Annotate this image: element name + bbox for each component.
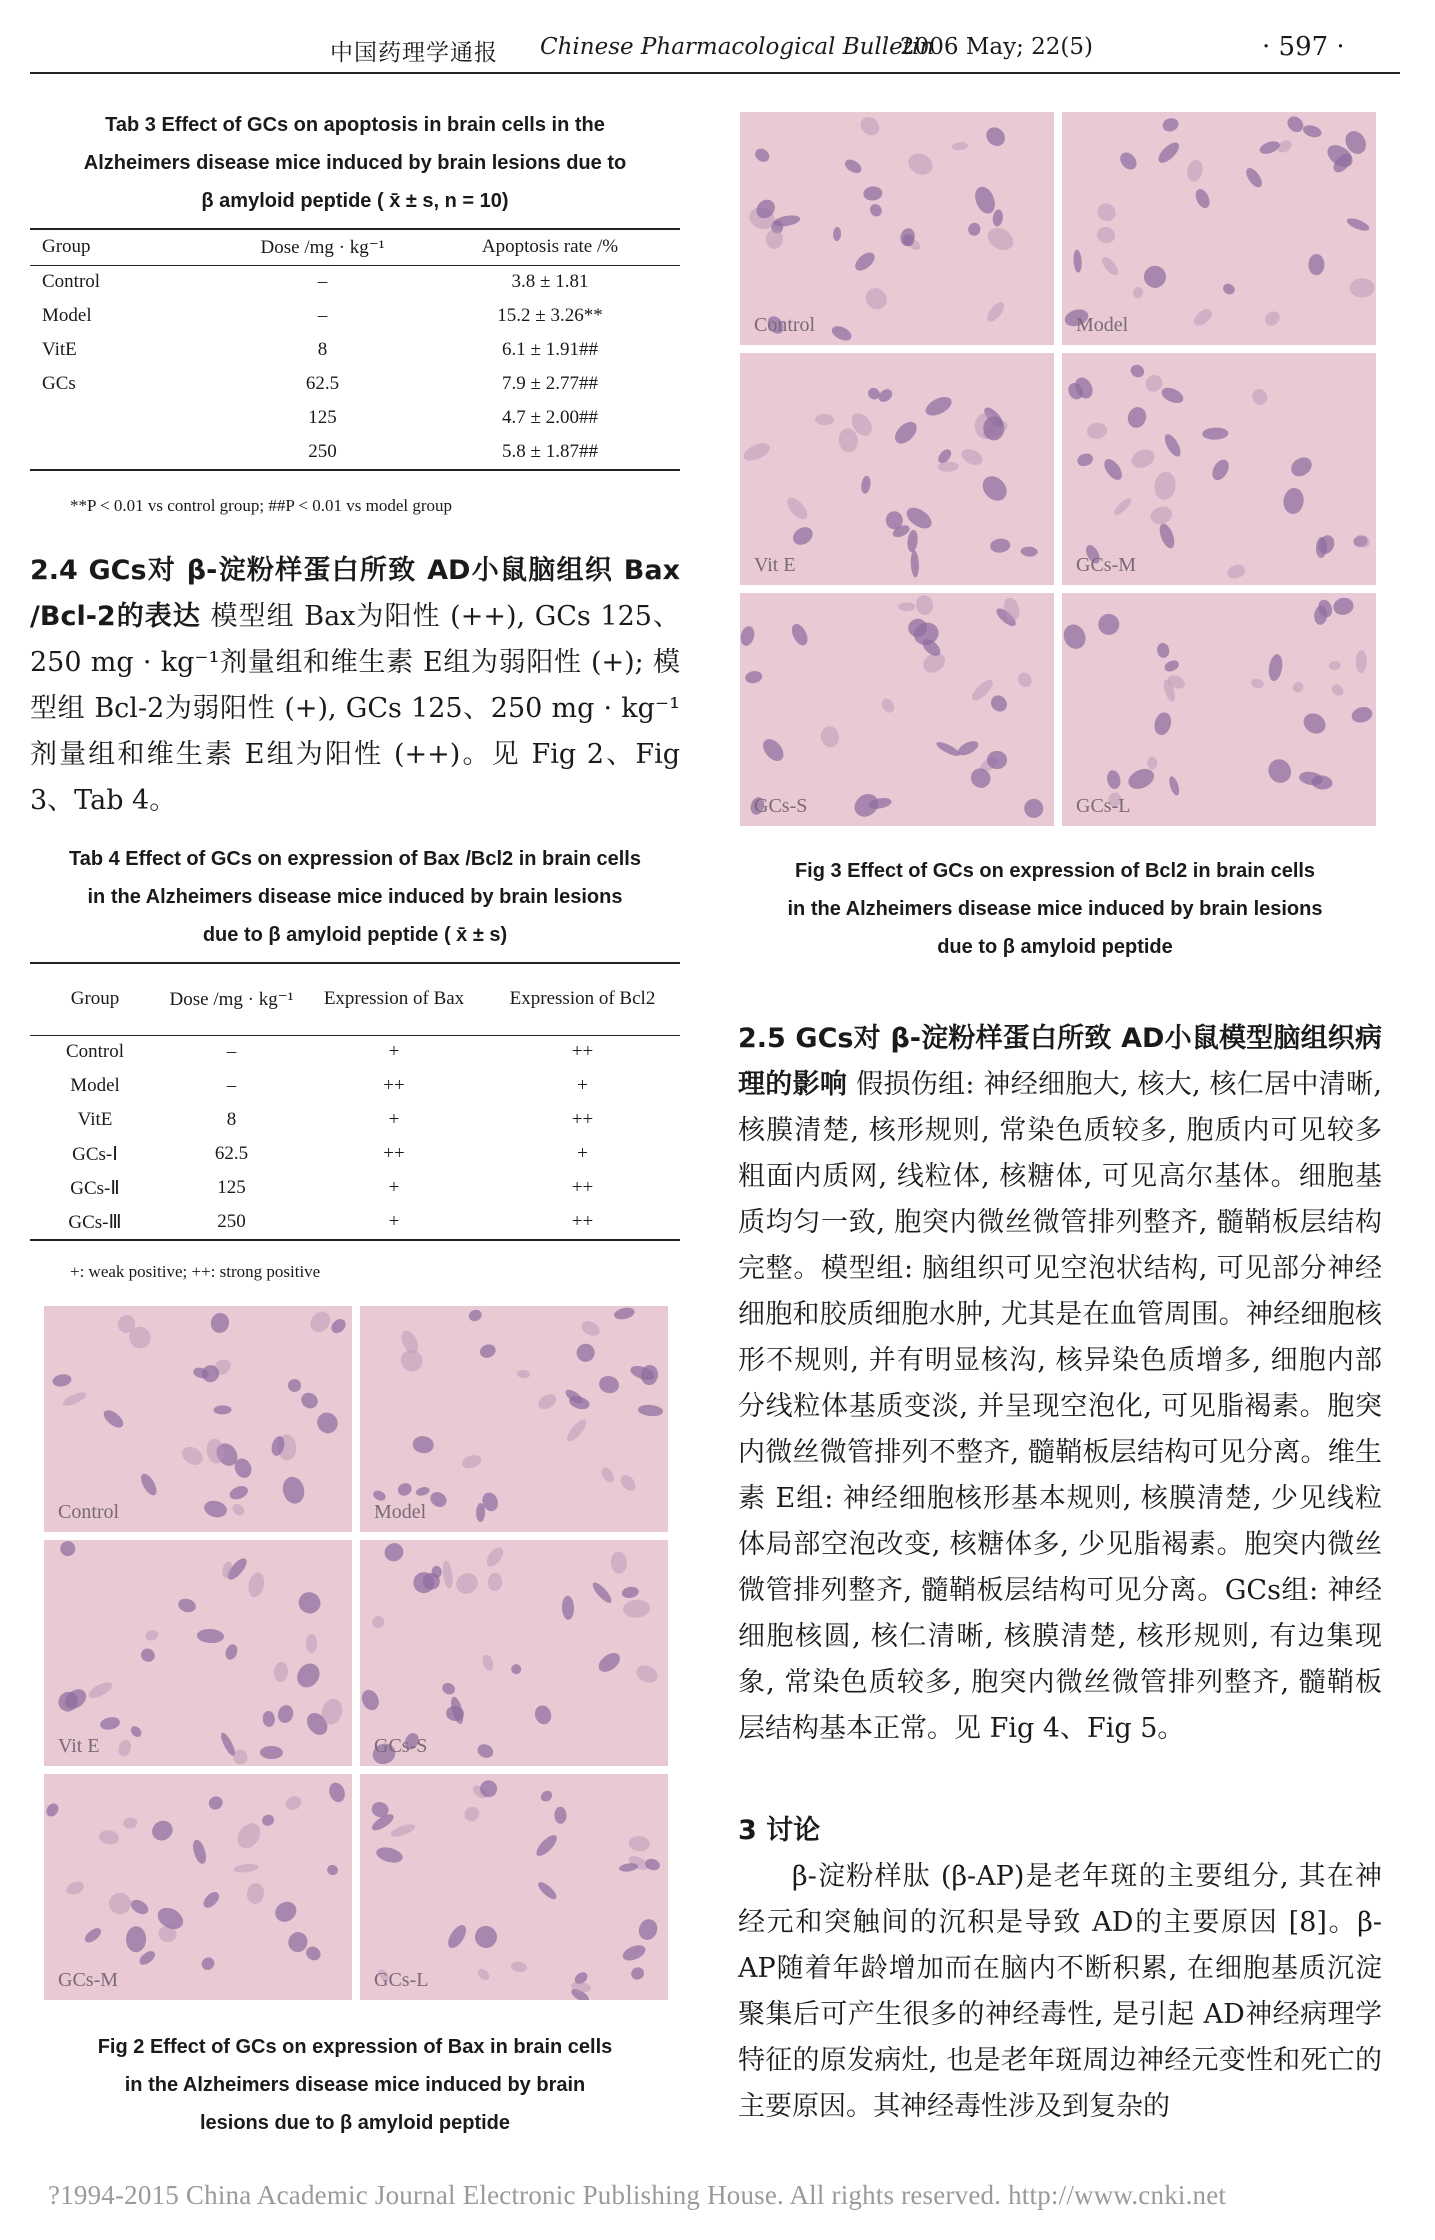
copyright-footer: ?1994-2015 China Academic Journal Electronic Publishing House. All rights reserved. http://www.cnki.net	[48, 2180, 1227, 2210]
micrograph-label: Model	[1076, 313, 1129, 336]
tab4-caption-line: due to β amyloid peptide ( x̄ ± s)	[202, 924, 508, 946]
table-cell: +	[388, 1211, 400, 1232]
tab3-footnote: **P < 0.01 vs control group; ##P < 0.01 vs model group	[70, 496, 452, 515]
micrograph-label: GCs-M	[1076, 554, 1137, 577]
table-cell: +	[577, 1075, 588, 1096]
micrograph-label: Control	[754, 313, 816, 336]
table-cell: 4.7 ± 2.00##	[502, 407, 598, 428]
fig3-image-grid	[740, 112, 1376, 826]
table-cell: Control	[42, 271, 101, 293]
micrograph-label: GCs-S	[754, 794, 808, 817]
table-cell: –	[226, 1075, 237, 1096]
table-cell: –	[317, 271, 328, 293]
table-cell: 6.1 ± 1.91##	[502, 339, 598, 360]
micrograph-label: Vit E	[754, 554, 796, 577]
micrograph-panel	[360, 1306, 668, 1532]
micrograph-label: Control	[58, 1501, 120, 1523]
tab4-footnote: +: weak positive; ++: strong positive	[70, 1262, 321, 1281]
micrograph-panel	[1062, 593, 1376, 826]
micrograph-panel	[44, 1774, 352, 2000]
tab3-header-cell: Apoptosis rate /%	[481, 236, 619, 258]
table-cell: GCs-Ⅲ	[68, 1211, 122, 1233]
tab3-caption-line: β amyloid peptide ( x̄ ± s, n = 10)	[201, 190, 509, 212]
table-row	[30, 1069, 680, 1103]
tab4-header-cell: Group	[70, 988, 120, 1010]
table-cell: Model	[42, 305, 92, 326]
table-cell: 125	[308, 407, 337, 428]
table-cell: +	[577, 1143, 588, 1164]
tab4-caption-line: in the Alzheimers disease mice induced by brain lesions	[87, 886, 623, 908]
table-row	[30, 1205, 680, 1239]
table-cell: Control	[65, 1041, 125, 1063]
section-2-5-heading: 2.5 GCs对 β-淀粉样蛋白所致 AD小鼠模型脑组织病理的影响	[738, 1023, 1382, 1100]
fig2-caption-line: lesions due to β amyloid peptide	[199, 2112, 511, 2134]
tab4-header-cell: Dose /mg · kg⁻¹	[169, 988, 294, 1010]
table-row	[30, 367, 680, 401]
table-row	[30, 333, 680, 367]
table-row	[30, 435, 680, 469]
table-cell: 7.9 ± 2.77##	[502, 373, 598, 394]
table-cell: ++	[571, 1109, 594, 1130]
fig2-caption-line: in the Alzheimers disease mice induced by brain	[124, 2074, 586, 2096]
section-3-body: β-淀粉样肽 (β-AP)是老年斑的主要组分, 其在神经元和突触间的沉积是导致 AD的主要原因 [8]。β-AP随着年龄增加而在脑内不断积累, 在细胞基质沉淀聚集后可产生很多的神经毒性, 是引起 AD神经病理学特征的原发病灶, 也是老年斑周边神经元变性和死亡的主要原因。其神经毒性涉及到复杂的	[738, 1861, 1382, 2122]
table-cell: 8	[226, 1109, 237, 1130]
table-cell: VitE	[77, 1109, 113, 1130]
micrograph-panel	[740, 353, 1054, 586]
table-cell: ++	[383, 1143, 405, 1164]
section-2-5-body: 假损伤组: 神经细胞大, 核大, 核仁居中清晰, 核膜清楚, 核形规则, 常染色质较多, 胞质内可见较多粗面内质网, 线粒体, 核糖体, 可见高尔基体。细胞基质均匀一致, 胞突内微丝微管排列整齐, 髓鞘板层结构完整。模型组: 脑组织可见空泡状结构, 可见部分神经细胞和胶质细胞水肿, 尤其是在血管周围。神经细胞核形不规则, 并有明显核沟, 核异染色质增多, 细胞内部分线粒体基质变淡, 并呈现空泡化, 可见脂褐素。胞突内微丝微管排列不整齐, 髓鞘板层结构可见分离。维生素 E组: 神经细胞核形基本规则, 核膜清楚, 少见线粒体局部空泡改变, 核糖体多, 少见脂褐素。胞突内微丝微管排列整齐, 髓鞘板层结构可见分离。GCs组: 神经细胞核圆, 核仁清晰, 核膜清楚, 核形规则, 有边集现象, 常染色质较多, 胞突内微丝微管排列整齐, 髓鞘板层结构基本正常。见 Fig 4、Fig 5。	[738, 1069, 1382, 1744]
table-cell: Model	[70, 1075, 120, 1096]
section-2-4	[30, 548, 680, 824]
table-cell: 3.8 ± 1.81	[511, 271, 589, 293]
journal-name-en: Chinese Pharmacological Bulletin	[540, 34, 935, 60]
table-row	[30, 1103, 680, 1137]
table-cell: +	[388, 1177, 400, 1198]
table-cell: +	[388, 1041, 400, 1063]
tab3-header-cell: Group	[42, 236, 91, 258]
micrograph-label: GCs-M	[58, 1969, 119, 1991]
table-cell: 125	[217, 1177, 246, 1198]
table-cell: 62.5	[214, 1143, 249, 1164]
table-row	[30, 299, 680, 333]
page-number: · 597 ·	[1262, 32, 1345, 62]
table-row	[30, 1171, 680, 1205]
micrograph-label: Vit E	[58, 1735, 100, 1757]
section-2-4-heading: 2.4 GCs对 β-淀粉样蛋白所致 AD小鼠脑组织 Bax /Bcl-2的表达	[30, 555, 680, 632]
table-row	[30, 265, 680, 299]
table-cell: +	[388, 1109, 400, 1130]
section-2-4-body: 模型组 Bax为阳性 (++), GCs 125、250 mg · kg⁻¹剂量组和维生素 E组为弱阳性 (+); 模型组 Bcl-2为弱阳性 (+), GCs 125、250 mg · kg⁻¹剂量组和维生素 E组为阳性 (++)。见 Fig 2、Fig 3、Tab 4。	[30, 601, 680, 816]
table-cell: –	[317, 305, 328, 326]
table-row	[30, 401, 680, 435]
table-row	[30, 1137, 680, 1171]
section-3-heading: 3 讨论	[738, 1815, 821, 1846]
micrograph-panel	[740, 593, 1054, 826]
fig2-caption	[30, 2028, 680, 2142]
table-cell: ++	[383, 1075, 405, 1096]
table-cell: VitE	[42, 339, 77, 360]
tab3-header-cell: Dose /mg · kg⁻¹	[260, 236, 385, 258]
table-cell: ++	[571, 1211, 594, 1232]
table-cell: –	[226, 1041, 237, 1063]
journal-name-cn: 中国药理学通报	[330, 40, 498, 66]
table-cell: 250	[217, 1211, 246, 1232]
table-cell: ++	[571, 1041, 594, 1063]
fig2-image-grid	[44, 1306, 668, 2000]
table-cell: GCs-Ⅰ	[72, 1143, 118, 1165]
micrograph-panel	[360, 1540, 668, 1766]
table-cell: GCs-Ⅱ	[70, 1177, 120, 1199]
section-2-5	[738, 1016, 1382, 1752]
micrograph-label: Model	[374, 1501, 427, 1523]
table-cell: 15.2 ± 3.26**	[497, 305, 603, 326]
fig3-caption-line: in the Alzheimers disease mice induced by brain lesions	[787, 898, 1323, 920]
journal-issue: 2006 May; 22(5)	[900, 34, 1094, 60]
fig3-caption	[730, 852, 1380, 966]
table-cell: ++	[571, 1177, 594, 1198]
table-cell: 5.8 ± 1.87##	[502, 441, 598, 462]
table-cell: 8	[317, 339, 328, 360]
micrograph-label: GCs-S	[374, 1735, 428, 1757]
tab4-table	[30, 962, 680, 1241]
table-row	[30, 1035, 680, 1069]
micrograph-panel	[360, 1774, 668, 2000]
micrograph-panel	[1062, 353, 1376, 586]
micrograph-panel	[1062, 112, 1376, 345]
tab4-caption-line: Tab 4 Effect of GCs on expression of Bax /Bcl2 in brain cells	[68, 848, 641, 870]
tab4-header-cell: Expression of Bax	[323, 988, 465, 1010]
fig3-caption-line: Fig 3 Effect of GCs on expression of Bcl2 in brain cells	[794, 860, 1316, 882]
micrograph-label: GCs-L	[1076, 794, 1131, 817]
table-cell: 250	[308, 441, 337, 462]
tab3-caption-line: Tab 3 Effect of GCs on apoptosis in brain cells in the	[105, 114, 605, 136]
micrograph-panel	[740, 112, 1054, 345]
micrograph-panel	[44, 1540, 352, 1766]
table-cell	[30, 435, 225, 469]
fig3-caption-line: due to β amyloid peptide	[937, 936, 1173, 958]
tab3-caption-line: Alzheimers disease mice induced by brain lesions due to	[83, 152, 627, 174]
table-cell: 62.5	[305, 373, 340, 394]
table-cell	[30, 401, 225, 435]
micrograph-label: GCs-L	[374, 1969, 429, 1991]
tab3-caption	[30, 106, 680, 220]
tab4-caption	[30, 840, 680, 954]
table-cell: GCs	[42, 373, 76, 394]
header-rule	[30, 72, 1400, 74]
tab4-header-cell: Expression of Bcl2	[509, 988, 656, 1010]
micrograph-panel	[44, 1306, 352, 1532]
tab3-table	[30, 228, 680, 471]
section-3	[738, 1808, 1382, 2130]
fig2-caption-line: Fig 2 Effect of GCs on expression of Bax in brain cells	[97, 2036, 613, 2058]
